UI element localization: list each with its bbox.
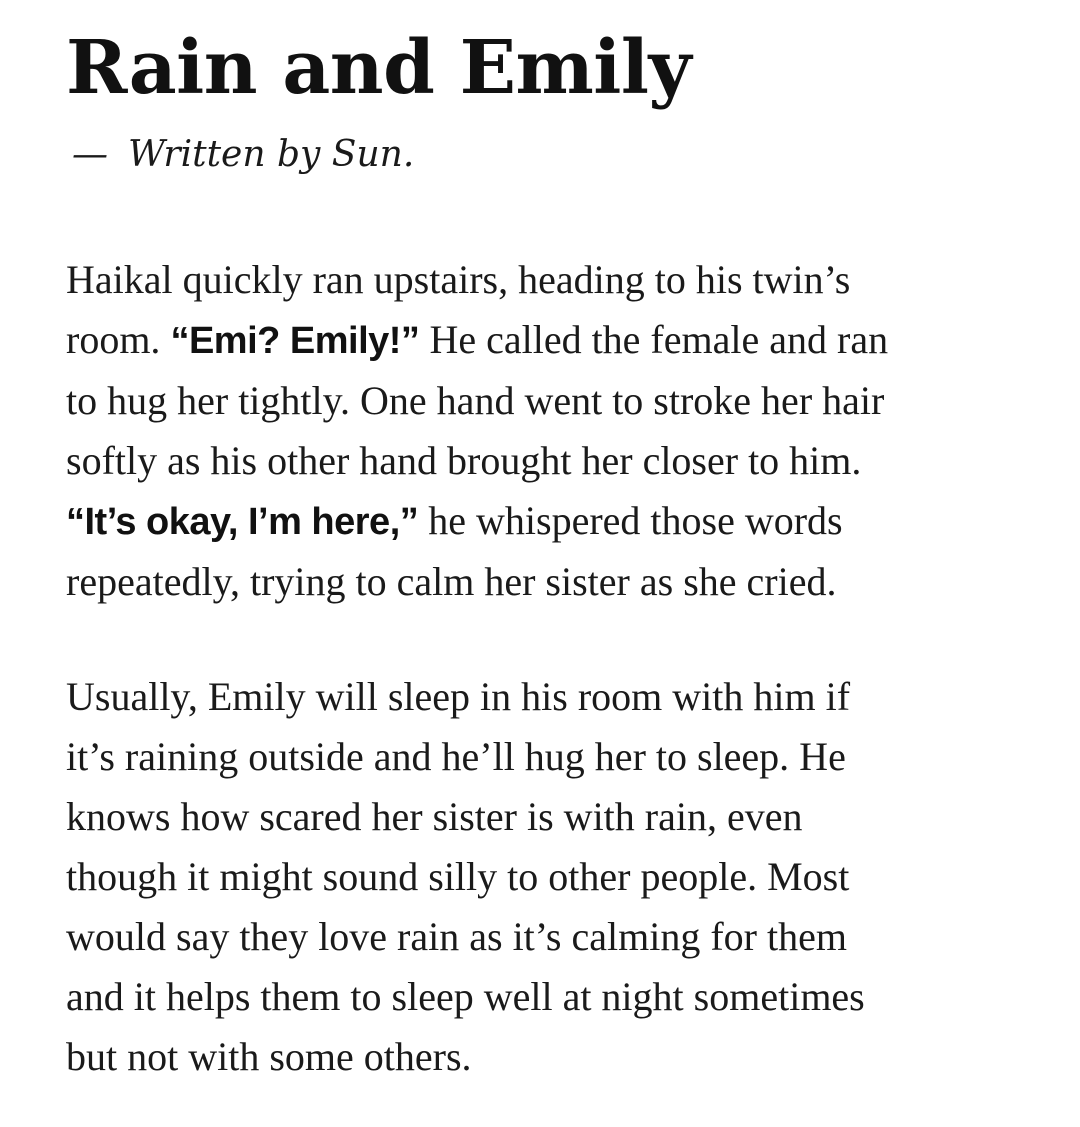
paragraph-line xyxy=(66,310,1026,371)
narration-text: Usually, Emily will sleep in his room with him if xyxy=(66,674,851,719)
narration-text: he whispered those words xyxy=(418,498,843,543)
narration-text: to hug her tightly. One hand went to stroke her hair xyxy=(66,378,885,423)
narration-text: would say they love rain as it’s calming for them xyxy=(66,914,847,959)
paragraph-line xyxy=(66,250,1026,310)
paragraph-line xyxy=(66,967,1026,1027)
paragraph-line xyxy=(66,847,1026,907)
byline-dash: — xyxy=(72,134,108,175)
dialogue-text: “Emi? Emily!” xyxy=(170,320,420,362)
narration-text: though it might sound silly to other people. Most xyxy=(66,854,850,899)
paragraph-line xyxy=(66,787,1026,847)
story-title: Rain and Emily xyxy=(66,25,691,111)
dialogue-text: “It’s okay, I’m here,” xyxy=(66,501,419,543)
paragraph-line xyxy=(66,371,1026,431)
paragraph-line xyxy=(66,667,1026,727)
narration-text: Haikal quickly ran upstairs, heading to his twin’s xyxy=(66,257,851,302)
narration-text: repeatedly, trying to calm her sister as she cried. xyxy=(66,559,837,604)
narration-text: softly as his other hand brought her closer to him. xyxy=(66,438,862,483)
paragraph-line xyxy=(66,491,1026,552)
narration-text: it’s raining outside and he’ll hug her to sleep. He xyxy=(66,734,846,779)
paragraph-line xyxy=(66,552,1026,612)
paragraph-line xyxy=(66,1027,1026,1087)
narration-text: but not with some others. xyxy=(66,1034,472,1079)
narration-text: and it helps them to sleep well at night sometimes xyxy=(66,974,865,1019)
story-paragraph-1 xyxy=(66,250,1026,612)
story-paragraph-2 xyxy=(66,667,1026,1087)
byline-text: Written by Sun. xyxy=(128,134,415,175)
narration-text: He called the female and ran xyxy=(419,317,889,362)
paragraph-line xyxy=(66,431,1026,491)
paragraph-line xyxy=(66,727,1026,787)
story-byline xyxy=(72,128,414,182)
narration-text: room. xyxy=(66,317,171,362)
paragraph-line xyxy=(66,907,1026,967)
narration-text: knows how scared her sister is with rain, even xyxy=(66,794,803,839)
